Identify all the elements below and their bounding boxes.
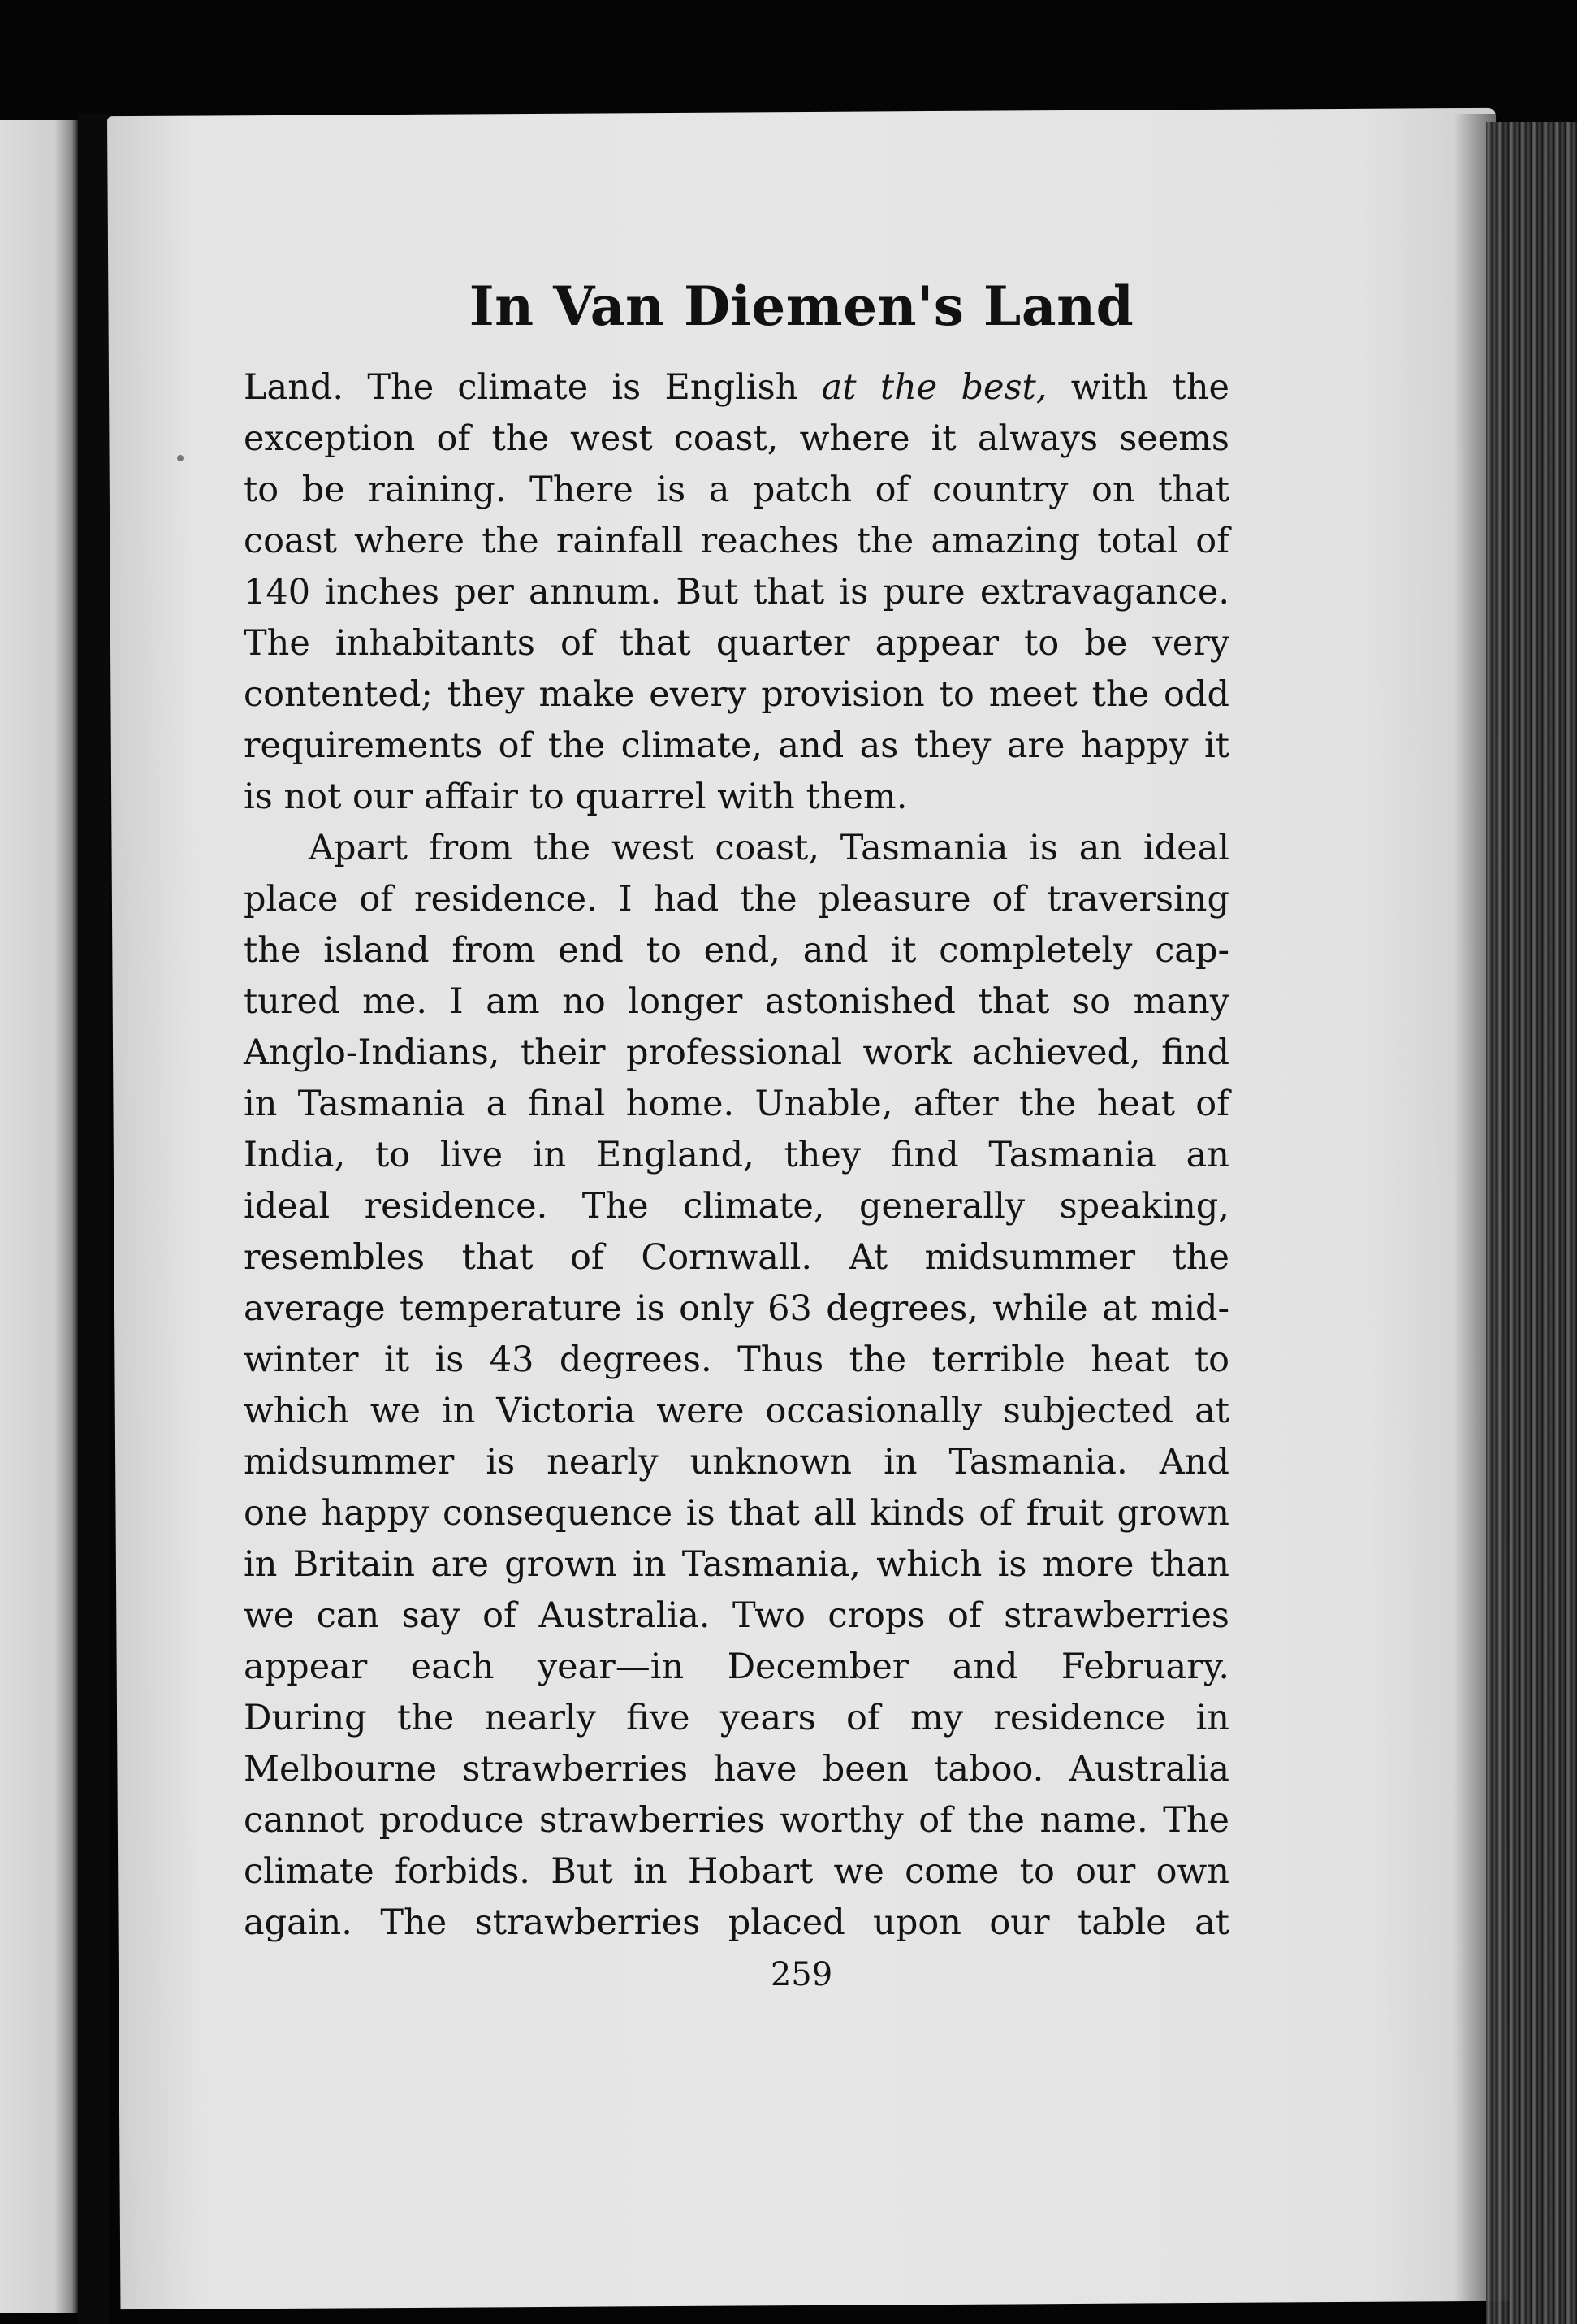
text-line: in Tasmania a final home. Unable, after the heat of — [244, 1084, 1229, 1124]
text-line: in Britain are grown in Tasmania, which is more than — [244, 1544, 1229, 1585]
page-edges-stack — [1486, 122, 1577, 2324]
text-line: The inhabitants of that quarter appear to be very — [244, 623, 1229, 664]
text-line: one happy consequence is that all kinds of fruit grown — [244, 1493, 1229, 1534]
text-line: Anglo-Indians, their professional work achieved, find — [244, 1032, 1229, 1073]
body-text — [244, 362, 1229, 1949]
text-line: exception of the west coast, where it always seems — [244, 418, 1229, 459]
text-line: climate forbids. But in Hobart we come to our own — [244, 1851, 1229, 1892]
text-line: resembles that of Cornwall. At midsummer the — [244, 1237, 1229, 1278]
text-line: winter it is 43 degrees. Thus the terrible heat to — [244, 1339, 1229, 1380]
paragraph-2 — [244, 823, 1229, 1949]
text-line: Apart from the west coast, Tasmania is an ideal — [309, 828, 1229, 868]
text-line: contented; they make every provision to meet the odd — [244, 674, 1229, 715]
scan-speck — [177, 455, 184, 461]
text-line: we can say of Australia. Two crops of strawberries — [244, 1595, 1229, 1636]
text-line: average temperature is only 63 degrees, while at mid- — [244, 1288, 1229, 1329]
emphasis: at the best, — [821, 367, 1048, 408]
paragraph-1 — [244, 362, 1229, 823]
text-line: appear each year—in December and February. — [244, 1647, 1229, 1687]
text-line: the island from end to end, and it completely cap- — [244, 930, 1229, 971]
text-line: ideal residence. The climate, generally speaking, — [244, 1186, 1229, 1227]
text-line: again. The strawberries placed upon our table at — [244, 1902, 1229, 1943]
text-line: coast where the rainfall reaches the amazing total of — [244, 521, 1229, 561]
text-line: requirements of the climate, and as they are happy it — [244, 725, 1229, 766]
text-line: place of residence. I had the pleasure of traversing — [244, 879, 1229, 920]
text-line: tured me. I am no longer astonished that so many — [244, 981, 1229, 1022]
text-line: which we in Victoria were occasionally subjected at — [244, 1391, 1229, 1431]
text-line: to be raining. There is a patch of country on that — [244, 470, 1229, 510]
text-line: Melbourne strawberries have been taboo. Australia — [244, 1749, 1229, 1790]
text-line: During the nearly five years of my residence in — [244, 1698, 1229, 1738]
text-line: cannot produce strawberries worthy of the name. The — [244, 1800, 1229, 1841]
text-line: India, to live in England, they find Tasmania an — [244, 1135, 1229, 1175]
text-line: Land. The climate is English at the best, with the — [244, 367, 1229, 408]
running-head: In Van Diemen's Land — [469, 275, 1134, 338]
book-gutter — [78, 114, 109, 2324]
text-line: 140 inches per annum. But that is pure extravagance. — [244, 572, 1229, 612]
page-number: 259 — [770, 1956, 833, 1993]
text-line: is not our affair to quarrel with them. — [244, 777, 908, 817]
text-line: midsummer is nearly unknown in Tasmania. And — [244, 1442, 1229, 1482]
facing-page-edge — [0, 120, 78, 2313]
